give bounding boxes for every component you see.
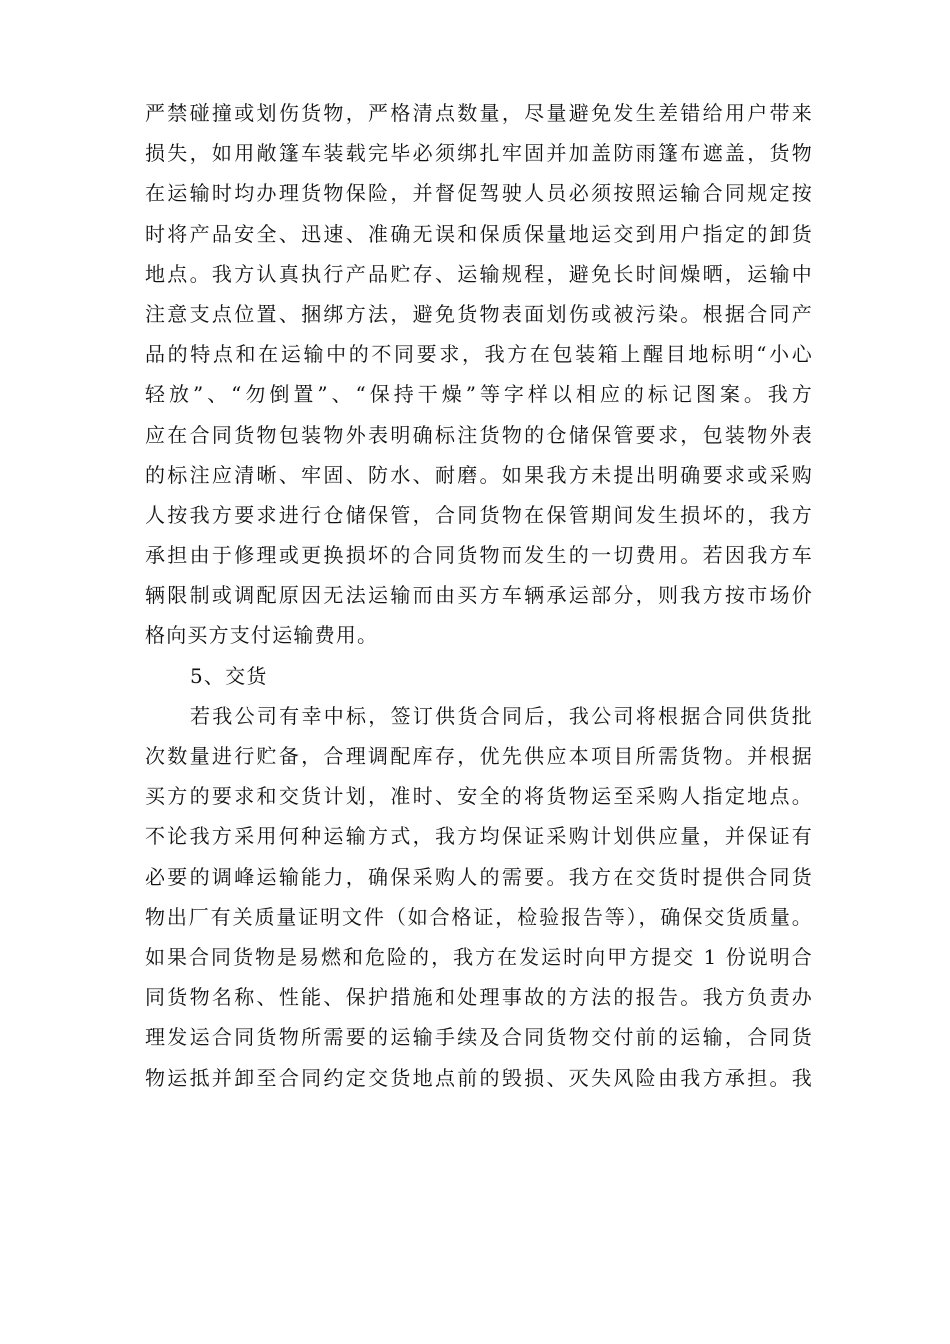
paragraph-line: 买方的要求和交货计划，准时、安全的将货物运至采购人指定地点。 [145, 784, 813, 809]
paragraph-line: 承担由于修理或更换损坏的合同货物而发生的一切费用。若因我方车 [145, 543, 813, 568]
paragraph-line: 应在合同货物包装物外表明确标注货物的仓储保管要求，包装物外表 [145, 422, 813, 447]
paragraph-transport [145, 93, 813, 656]
paragraph-line: 在运输时均办理货物保险，并督促驾驶人员必须按照运输合同规定按 [145, 181, 813, 206]
paragraph-line: 理发运合同货物所需要的运输手续及合同货物交付前的运输，合同货 [145, 1025, 813, 1050]
paragraph-line: 的标注应清晰、牢固、防水、耐磨。如果我方未提出明确要求或采购 [145, 462, 813, 487]
paragraph-line: 人按我方要求进行仓储保管，合同货物在保管期间发生损坏的，我方 [145, 502, 813, 527]
paragraph-line: 地点。我方认真执行产品贮存、运输规程，避免长时间燥晒，运输中 [145, 261, 813, 286]
paragraph-line: 严禁碰撞或划伤货物，严格清点数量，尽量避免发生差错给用户带来 [145, 101, 813, 125]
paragraph-line: 注意支点位置、捆绑方法，避免货物表面划伤或被污染。根据合同产 [145, 301, 813, 326]
paragraph-line: 时将产品安全、迅速、准确无误和保质保量地运交到用户指定的卸货 [145, 221, 813, 246]
paragraph-line: 同货物名称、性能、保护措施和处理事故的方法的报告。我方负责办 [145, 985, 813, 1010]
paragraph-line: 损失，如用敞篷车装载完毕必须绑扎牢固并加盖防雨篷布遮盖，货物 [145, 141, 813, 166]
paragraph-line: 品的特点和在运输中的不同要求，我方在包装箱上醒目地标明“小心 [145, 342, 813, 367]
paragraph-line: 物运抵并卸至合同约定交货地点前的毁损、灭失风险由我方承担。我 [145, 1065, 813, 1090]
paragraph-line: 不论我方采用何种运输方式，我方均保证采购计划供应量，并保证有 [145, 824, 813, 849]
paragraph-line: 若我公司有幸中标，签订供货合同后，我公司将根据合同供货批 [190, 703, 813, 728]
document-page [145, 93, 813, 1098]
paragraph-line: 次数量进行贮备，合理调配库存，优先供应本项目所需货物。并根据 [145, 744, 813, 768]
section-heading: 5、交货 [190, 663, 268, 688]
paragraph-line: 辆限制或调配原因无法运输而由买方车辆承运部分，则我方按市场价 [145, 583, 813, 608]
paragraph-line: 轻放”、“勿倒置”、“保持干燥”等字样以相应的标记图案。我方 [145, 382, 813, 407]
paragraph-line: 格向买方支付运输费用。 [145, 623, 379, 648]
paragraph-line: 必要的调峰运输能力，确保采购人的需要。我方在交货时提供合同货 [145, 864, 813, 889]
paragraph-line: 物出厂有关质量证明文件（如合格证，检验报告等），确保交货质量。 [145, 904, 813, 929]
paragraph-delivery [145, 696, 813, 1098]
paragraph-line: 如果合同货物是易燃和危险的，我方在发运时向甲方提交 1 份说明合 [145, 944, 813, 969]
